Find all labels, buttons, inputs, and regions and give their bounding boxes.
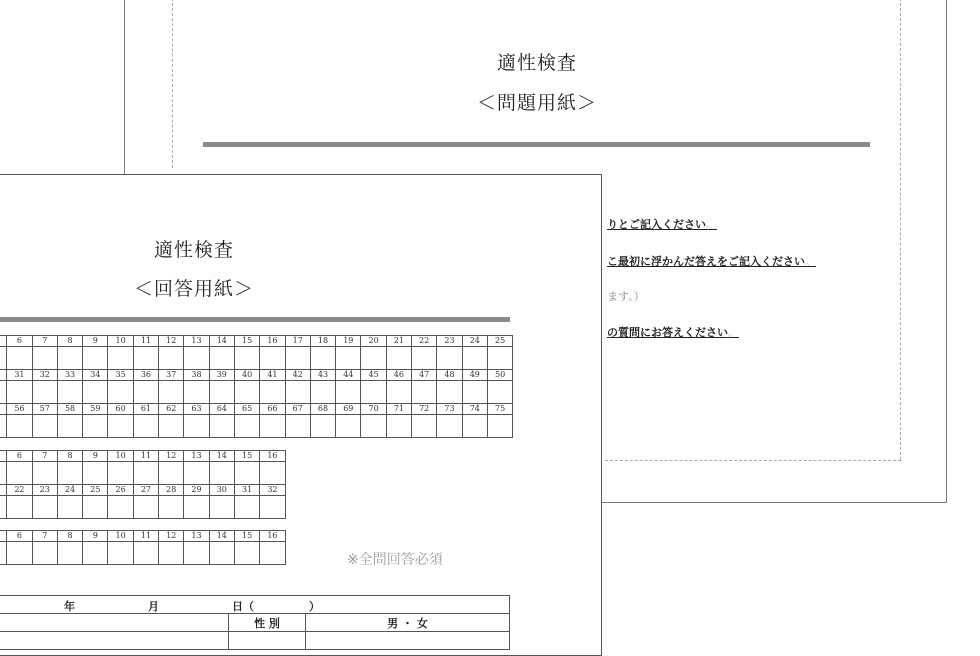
answer-cell[interactable] xyxy=(133,496,158,519)
question-number-cell: 69 xyxy=(336,404,361,415)
answer-grid-2 xyxy=(0,450,286,519)
answer-cell[interactable] xyxy=(184,462,209,485)
answer-cell[interactable] xyxy=(361,381,386,404)
question-number-cell: 34 xyxy=(83,370,108,381)
answer-cell[interactable] xyxy=(310,381,335,404)
answer-cell[interactable] xyxy=(0,542,7,565)
answer-cell[interactable] xyxy=(209,415,234,438)
answer-cell[interactable] xyxy=(133,415,158,438)
answer-cell[interactable] xyxy=(209,462,234,485)
question-number-cell: 15 xyxy=(234,451,259,462)
answer-cell[interactable] xyxy=(32,347,57,370)
answer-cell[interactable] xyxy=(234,496,259,519)
question-number-cell: 37 xyxy=(159,370,184,381)
question-number-cell: 21 xyxy=(386,336,411,347)
name-field[interactable] xyxy=(0,614,229,632)
answer-cell[interactable] xyxy=(108,415,133,438)
answer-cell[interactable] xyxy=(133,542,158,565)
answer-cell[interactable] xyxy=(386,381,411,404)
question-number-cell: 16 xyxy=(260,336,285,347)
answer-cell[interactable] xyxy=(462,381,487,404)
question-number-cell: 42 xyxy=(285,370,310,381)
answer-cell[interactable] xyxy=(361,347,386,370)
answer-cell[interactable] xyxy=(57,496,82,519)
answer-cell[interactable] xyxy=(83,381,108,404)
day-label: 日（ xyxy=(232,600,254,613)
question-number-row xyxy=(0,336,513,347)
answer-cell[interactable] xyxy=(184,347,209,370)
answer-row xyxy=(0,462,285,485)
question-number-cell: 8 xyxy=(57,451,82,462)
question-number-cell: 70 xyxy=(361,404,386,415)
answer-cell[interactable] xyxy=(7,381,32,404)
answer-cell[interactable] xyxy=(412,381,437,404)
question-number-cell: 35 xyxy=(108,370,133,381)
question-number-row xyxy=(0,531,285,542)
required-note: ※全問回答必須 xyxy=(347,552,443,568)
answer-cell[interactable] xyxy=(0,496,7,519)
answer-cell[interactable] xyxy=(32,542,57,565)
question-number-cell: 22 xyxy=(412,336,437,347)
question-number-cell: 61 xyxy=(133,404,158,415)
question-number-cell: 14 xyxy=(209,451,234,462)
question-number-cell: 38 xyxy=(184,370,209,381)
answer-cell[interactable] xyxy=(159,381,184,404)
answer-cell[interactable] xyxy=(32,496,57,519)
question-number-cell: 11 xyxy=(133,451,158,462)
question-number-cell xyxy=(0,451,7,462)
answer-cell[interactable] xyxy=(209,347,234,370)
answer-cell[interactable] xyxy=(7,415,32,438)
blank-cell xyxy=(306,632,510,650)
question-number-cell: 64 xyxy=(209,404,234,415)
answer-cell[interactable] xyxy=(462,415,487,438)
answer-cell[interactable] xyxy=(310,347,335,370)
answer-cell[interactable] xyxy=(209,381,234,404)
question-number-cell: 33 xyxy=(57,370,82,381)
answer-cell[interactable] xyxy=(336,415,361,438)
answer-cell[interactable] xyxy=(336,347,361,370)
margin-guide-bottom xyxy=(605,460,901,461)
answer-cell[interactable] xyxy=(361,415,386,438)
question-number-cell: 50 xyxy=(487,370,512,381)
question-number-row xyxy=(0,451,285,462)
answer-cell[interactable] xyxy=(209,496,234,519)
question-number-cell: 44 xyxy=(336,370,361,381)
question-number-cell: 6 xyxy=(7,336,32,347)
question-number-cell: 39 xyxy=(209,370,234,381)
day-close: ） xyxy=(309,600,320,613)
respondent-info-table xyxy=(0,595,510,650)
answer-cell[interactable] xyxy=(108,542,133,565)
answer-cell[interactable] xyxy=(234,415,259,438)
answer-cell[interactable] xyxy=(32,462,57,485)
answer-cell[interactable] xyxy=(386,415,411,438)
answer-cell[interactable] xyxy=(437,347,462,370)
answer-cell[interactable] xyxy=(285,381,310,404)
question-number-cell: 24 xyxy=(462,336,487,347)
question-number-cell: 30 xyxy=(209,485,234,496)
question-number-cell: 12 xyxy=(159,531,184,542)
answer-cell[interactable] xyxy=(83,542,108,565)
question-number-cell: 20 xyxy=(361,336,386,347)
answer-cell[interactable] xyxy=(285,347,310,370)
question-number-cell: 8 xyxy=(57,336,82,347)
answer-row xyxy=(0,542,285,565)
answer-cell[interactable] xyxy=(0,462,7,485)
answer-cell[interactable] xyxy=(108,462,133,485)
answer-cell[interactable] xyxy=(184,381,209,404)
question-number-cell: 25 xyxy=(83,485,108,496)
answer-cell[interactable] xyxy=(260,462,285,485)
gender-options[interactable]: 男 ・ 女 xyxy=(306,614,510,632)
answer-cell[interactable] xyxy=(7,462,32,485)
question-number-cell: 71 xyxy=(386,404,411,415)
answer-cell[interactable] xyxy=(487,347,512,370)
answer-cell[interactable] xyxy=(57,415,82,438)
question-number-cell xyxy=(0,370,7,381)
question-number-cell: 27 xyxy=(133,485,158,496)
answer-cell[interactable] xyxy=(234,542,259,565)
answer-cell[interactable] xyxy=(260,496,285,519)
question-number-cell: 60 xyxy=(108,404,133,415)
answer-cell[interactable] xyxy=(32,381,57,404)
question-number-cell: 17 xyxy=(285,336,310,347)
answer-sheet xyxy=(0,174,602,656)
question-sheet-subtitle: ＜問題用紙＞ xyxy=(476,92,597,114)
question-number-cell: 25 xyxy=(487,336,512,347)
question-number-cell: 47 xyxy=(412,370,437,381)
answer-cell[interactable] xyxy=(57,542,82,565)
question-number-cell: 13 xyxy=(184,531,209,542)
question-number-cell: 24 xyxy=(57,485,82,496)
question-number-cell: 36 xyxy=(133,370,158,381)
answer-cell[interactable] xyxy=(285,415,310,438)
answer-cell[interactable] xyxy=(184,496,209,519)
answer-cell[interactable] xyxy=(159,542,184,565)
answer-cell[interactable] xyxy=(159,496,184,519)
question-number-cell: 22 xyxy=(7,485,32,496)
answer-cell[interactable] xyxy=(0,347,7,370)
answer-cell[interactable] xyxy=(437,381,462,404)
answer-cell[interactable] xyxy=(83,415,108,438)
question-number-row xyxy=(0,370,513,381)
question-number-cell: 67 xyxy=(285,404,310,415)
answer-cell[interactable] xyxy=(83,347,108,370)
answer-cell[interactable] xyxy=(0,381,7,404)
margin-guide-right xyxy=(900,0,901,460)
question-number-cell: 74 xyxy=(462,404,487,415)
answer-cell[interactable] xyxy=(412,415,437,438)
answer-cell[interactable] xyxy=(159,462,184,485)
question-number-cell: 11 xyxy=(133,531,158,542)
question-number-cell: 23 xyxy=(437,336,462,347)
question-number-cell: 19 xyxy=(336,336,361,347)
answer-row xyxy=(0,415,513,438)
answer-cell[interactable] xyxy=(437,415,462,438)
question-number-cell: 65 xyxy=(234,404,259,415)
answer-cell[interactable] xyxy=(260,542,285,565)
question-number-cell xyxy=(0,336,7,347)
answer-cell[interactable] xyxy=(487,415,512,438)
answer-cell[interactable] xyxy=(487,381,512,404)
question-number-cell: 48 xyxy=(437,370,462,381)
answer-cell[interactable] xyxy=(260,381,285,404)
instruction-2: こ最初に浮かんだ答えをご記入ください。 xyxy=(607,255,816,268)
instruction-3: ます。） xyxy=(607,290,645,303)
question-number-cell: 9 xyxy=(83,531,108,542)
question-number-cell: 9 xyxy=(83,336,108,347)
question-number-cell: 45 xyxy=(361,370,386,381)
answer-cell[interactable] xyxy=(108,496,133,519)
question-number-cell xyxy=(0,531,7,542)
question-sheet-title: 適性検査 xyxy=(496,52,577,74)
question-number-cell: 7 xyxy=(32,451,57,462)
question-number-cell: 12 xyxy=(159,336,184,347)
blank-cell xyxy=(0,632,229,650)
question-number-cell: 7 xyxy=(32,336,57,347)
question-number-cell: 14 xyxy=(209,531,234,542)
answer-row xyxy=(0,347,513,370)
question-number-cell: 59 xyxy=(83,404,108,415)
question-number-cell: 28 xyxy=(159,485,184,496)
answer-cell[interactable] xyxy=(412,347,437,370)
question-number-cell: 29 xyxy=(184,485,209,496)
answer-cell[interactable] xyxy=(83,496,108,519)
answer-cell[interactable] xyxy=(7,347,32,370)
answer-cell[interactable] xyxy=(7,542,32,565)
question-number-cell: 16 xyxy=(260,531,285,542)
question-number-cell: 73 xyxy=(437,404,462,415)
answer-cell[interactable] xyxy=(184,542,209,565)
instruction-4: の質問にお答えください。 xyxy=(607,326,739,339)
answer-cell[interactable] xyxy=(57,462,82,485)
answer-cell[interactable] xyxy=(83,462,108,485)
question-sheet-rule xyxy=(203,142,870,147)
answer-cell[interactable] xyxy=(57,381,82,404)
question-number-cell: 46 xyxy=(386,370,411,381)
question-number-cell: 14 xyxy=(209,336,234,347)
answer-cell[interactable] xyxy=(133,347,158,370)
answer-cell[interactable] xyxy=(336,381,361,404)
date-field[interactable] xyxy=(0,596,510,614)
answer-cell[interactable] xyxy=(462,347,487,370)
answer-cell[interactable] xyxy=(386,347,411,370)
question-number-cell: 49 xyxy=(462,370,487,381)
answer-sheet-subtitle: ＜回答用紙＞ xyxy=(133,278,254,300)
question-number-cell: 56 xyxy=(7,404,32,415)
question-number-cell: 32 xyxy=(32,370,57,381)
answer-cell[interactable] xyxy=(234,347,259,370)
answer-grid-3 xyxy=(0,530,286,565)
question-number-cell: 15 xyxy=(234,336,259,347)
answer-grid-1 xyxy=(0,335,513,438)
question-number-cell: 23 xyxy=(32,485,57,496)
blank-cell xyxy=(229,632,306,650)
answer-cell[interactable] xyxy=(133,462,158,485)
answer-cell[interactable] xyxy=(260,347,285,370)
month-label: 月 xyxy=(148,600,159,613)
answer-sheet-rule xyxy=(0,317,510,322)
question-number-cell: 63 xyxy=(184,404,209,415)
question-number-cell: 6 xyxy=(7,531,32,542)
answer-cell[interactable] xyxy=(209,542,234,565)
question-number-cell xyxy=(0,485,7,496)
question-number-cell: 8 xyxy=(57,531,82,542)
answer-sheet-title: 適性検査 xyxy=(153,239,234,261)
gender-label: 性 別 xyxy=(229,614,306,632)
answer-cell[interactable] xyxy=(234,462,259,485)
question-number-cell: 26 xyxy=(108,485,133,496)
question-number-cell: 7 xyxy=(32,531,57,542)
question-number-cell: 62 xyxy=(159,404,184,415)
question-number-cell: 41 xyxy=(260,370,285,381)
question-number-cell: 31 xyxy=(234,485,259,496)
answer-cell[interactable] xyxy=(0,415,7,438)
answer-cell[interactable] xyxy=(133,381,158,404)
question-number-cell: 13 xyxy=(184,336,209,347)
question-number-cell: 15 xyxy=(234,531,259,542)
answer-row xyxy=(0,496,285,519)
answer-cell[interactable] xyxy=(57,347,82,370)
question-number-cell: 43 xyxy=(310,370,335,381)
question-number-cell: 75 xyxy=(487,404,512,415)
answer-cell[interactable] xyxy=(184,415,209,438)
answer-cell[interactable] xyxy=(7,496,32,519)
answer-row xyxy=(0,381,513,404)
instruction-1: りとご記入ください。 xyxy=(607,218,717,231)
question-number-cell: 66 xyxy=(260,404,285,415)
question-number-cell: 9 xyxy=(83,451,108,462)
answer-cell[interactable] xyxy=(108,347,133,370)
question-number-cell: 10 xyxy=(108,336,133,347)
question-number-cell: 40 xyxy=(234,370,259,381)
margin-guide-left xyxy=(172,0,173,168)
question-number-cell: 16 xyxy=(260,451,285,462)
question-number-cell: 72 xyxy=(412,404,437,415)
answer-cell[interactable] xyxy=(310,415,335,438)
question-number-cell: 13 xyxy=(184,451,209,462)
answer-cell[interactable] xyxy=(108,381,133,404)
question-number-cell: 58 xyxy=(57,404,82,415)
question-number-cell: 11 xyxy=(133,336,158,347)
question-number-row xyxy=(0,485,285,496)
question-number-row xyxy=(0,404,513,415)
question-number-cell: 57 xyxy=(32,404,57,415)
answer-cell[interactable] xyxy=(159,415,184,438)
question-number-cell: 68 xyxy=(310,404,335,415)
question-number-cell: 18 xyxy=(310,336,335,347)
question-number-cell: 31 xyxy=(7,370,32,381)
year-label: 年 xyxy=(64,600,75,613)
answer-cell[interactable] xyxy=(32,415,57,438)
question-number-cell: 12 xyxy=(159,451,184,462)
answer-cell[interactable] xyxy=(234,381,259,404)
answer-cell[interactable] xyxy=(260,415,285,438)
question-number-cell: 6 xyxy=(7,451,32,462)
question-number-cell: 10 xyxy=(108,451,133,462)
question-number-cell: 10 xyxy=(108,531,133,542)
question-number-cell xyxy=(0,404,7,415)
answer-cell[interactable] xyxy=(159,347,184,370)
question-number-cell: 32 xyxy=(260,485,285,496)
